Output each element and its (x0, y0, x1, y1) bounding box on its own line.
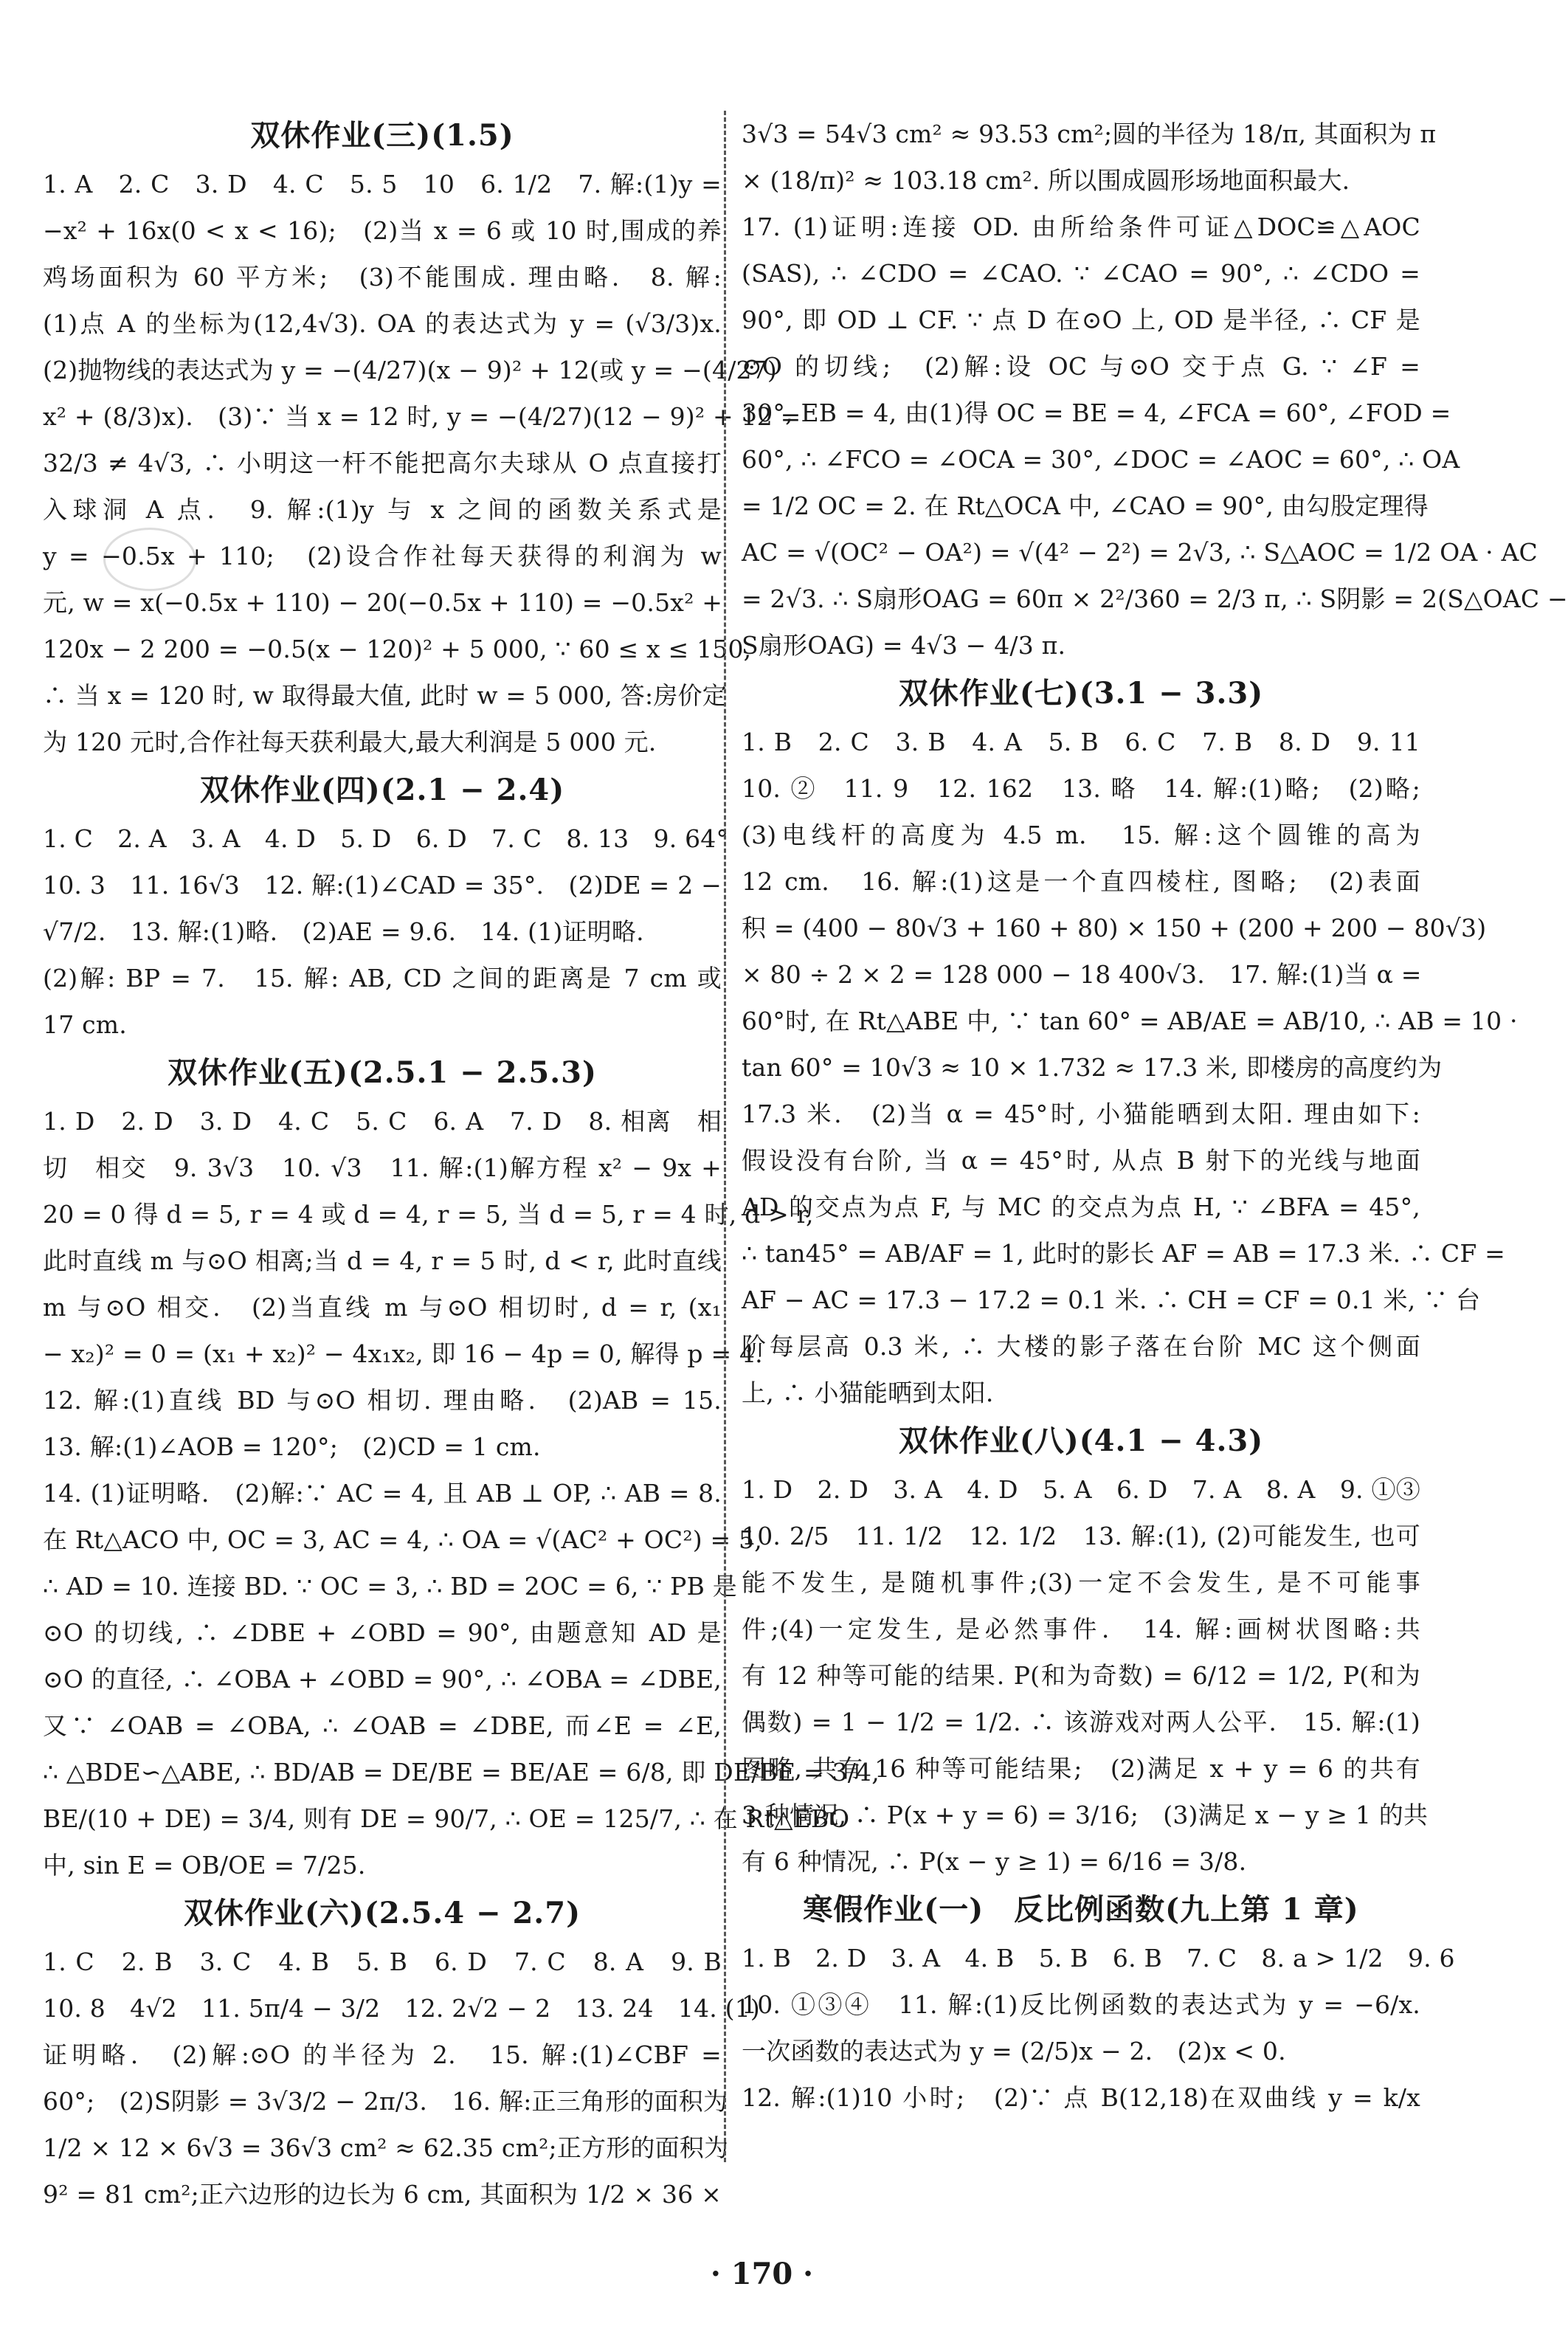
answer-line: 10. 8 4√2 11. 5π/4 − 3/2 12. 2√2 − 2 13. 24 14. (1) (43, 1994, 760, 2023)
answer-line: 1. B 2. D 3. A 4. B 5. B 6. B 7. C 8. a > 1/2 9. 6 (742, 1944, 1455, 1973)
answer-line: 10. 3 11. 16√3 12. 解:(1)∠CAD = 35°. (2)DE = 2 − (43, 871, 722, 900)
answer-line: 10. ①③④ 11. 解:(1)反比例函数的表达式为 y = −6/x. (742, 1990, 1420, 2019)
answer-line: 偶数) = 1 − 1/2 = 1/2. ∴ 该游戏对两人公平. 15. 解:(1) (742, 1708, 1420, 1736)
answer-line: 3√3 = 54√3 cm² ≈ 93.53 cm²;圆的半径为 18/π, 其面积为 π (742, 120, 1437, 148)
answer-line: 20 = 0 得 d = 5, r = 4 或 d = 4, r = 5, 当 d = 5, r = 4 时, d > r, (43, 1200, 814, 1229)
answer-line: 12 cm. 16. 解:(1)这是一个直四棱柱, 图略; (2)表面 (742, 867, 1420, 896)
answer-line: 1. C 2. B 3. C 4. B 5. B 6. D 7. C 8. A 9. B (43, 1947, 722, 1976)
answer-line: (SAS), ∴ ∠CDO = ∠CAO. ∵ ∠CAO = 90°, ∴ ∠CDO = (742, 259, 1420, 288)
answer-line: AF − AC = 17.3 − 17.2 = 0.1 米. ∴ CH = CF = 0.1 米, ∵ 台 (742, 1285, 1481, 1314)
answer-line: ⊙O 的切线, ∴ ∠DBE + ∠OBD = 90°, 由题意知 AD 是 (43, 1618, 722, 1647)
answer-line: −x² + 16x(0 < x < 16); (2)当 x = 6 或 10 时,围成的养 (43, 216, 722, 245)
answer-line: 1/2 × 12 × 6√3 = 36√3 cm² ≈ 62.35 cm²;正方形的面积为 (43, 2133, 729, 2162)
answer-line: 假设没有台阶, 当 α = 45°时, 从点 B 射下的光线与地面 (742, 1146, 1420, 1175)
answer-line: 鸡场面积为 60 平方米; (3)不能围成. 理由略. 8. 解: (43, 263, 722, 291)
answer-line: x² + (8/3)x). (3)∵ 当 x = 12 时, y = −(4/27)(12 − 9)² + 12 = (43, 402, 801, 431)
column-divider (724, 111, 726, 2162)
section-title: 双休作业(三)(1.5) (250, 118, 514, 153)
answer-line: 1. C 2. A 3. A 4. D 5. D 6. D 7. C 8. 13 9. 64° (43, 824, 729, 853)
answer-line: ⊙O 的直径, ∴ ∠OBA + ∠OBD = 90°, ∴ ∠OBA = ∠DBE, (43, 1665, 722, 1694)
answer-line: BE/(10 + DE) = 3/4, 则有 DE = 90/7, ∴ OE = 125/7, ∴ 在 Rt△EBO (43, 1804, 850, 1833)
answer-line: = 1/2 OC = 2. 在 Rt△OCA 中, ∠CAO = 90°, 由勾股定理得 (742, 491, 1429, 520)
answer-line: 图略, 共有 16 种等可能结果; (2)满足 x + y = 6 的共有 (742, 1754, 1420, 1783)
answer-line: 又∵ ∠OAB = ∠OBA, ∴ ∠OAB = ∠DBE, 而∠E = ∠E, (43, 1711, 722, 1740)
answer-line: ∴ AD = 10. 连接 BD. ∵ OC = 3, ∴ BD = 2OC = 6, ∵ PB 是 (43, 1572, 737, 1601)
answer-line: 1. B 2. C 3. B 4. A 5. B 6. C 7. B 8. D 9. 11 (742, 728, 1420, 756)
answer-line: S扇形OAG) = 4√3 − 4/3 π. (742, 631, 1066, 660)
answer-line: 60°; (2)S阴影 = 3√3/2 − 2π/3. 16. 解:正三角形的面积为 (43, 2087, 728, 2116)
answer-line: 12. 解:(1)10 小时; (2)∵ 点 B(12,18)在双曲线 y = k/x (742, 2083, 1420, 2112)
answer-line: y = −0.5x + 110; (2)设合作社每天获得的利润为 w (43, 542, 722, 570)
answer-line: 14. (1)证明略. (2)解:∵ AC = 4, 且 AB ⊥ OP, ∴ AB = 8. (43, 1479, 722, 1508)
answer-line: 60°, ∴ ∠FCO = ∠OCA = 30°, ∠DOC = ∠AOC = 60°, ∴ OA (742, 445, 1460, 474)
answer-line: × (18/π)² ≈ 103.18 cm². 所以围成圆形场地面积最大. (742, 166, 1350, 195)
answer-line: (2)解: BP = 7. 15. 解: AB, CD 之间的距离是 7 cm 或 (43, 964, 722, 993)
answer-line: 10. 2/5 11. 1/2 12. 1/2 13. 解:(1), (2)可能发生, 也可 (742, 1522, 1420, 1550)
section-title: 双休作业(六)(2.5.4 − 2.7) (183, 1896, 581, 1930)
answer-line: 120x − 2 200 = −0.5(x − 120)² + 5 000, ∵ 60 ≤ x ≤ 150, (43, 635, 752, 663)
answer-line: 能不发生, 是随机事件;(3)一定不会发生, 是不可能事 (742, 1568, 1420, 1597)
answer-line: 在 Rt△ACO 中, OC = 3, AC = 4, ∴ OA = √(AC² + OC²) = 5, (43, 1525, 762, 1554)
answer-line: AC = √(OC² − OA²) = √(4² − 2²) = 2√3, ∴ S△AOC = 1/2 OA · AC (742, 538, 1538, 567)
answer-line: 12. 解:(1)直线 BD 与⊙O 相切. 理由略. (2)AB = 15. (43, 1386, 722, 1415)
answer-line: 中, sin E = OB/OE = 7/25. (43, 1851, 366, 1880)
answer-line: 17. (1)证明:连接 OD. 由所给条件可证△DOC≌△AOC (742, 213, 1420, 241)
answer-line: 1. D 2. D 3. A 4. D 5. A 6. D 7. A 8. A 9. ①③ (742, 1475, 1420, 1504)
answer-line: 一次函数的表达式为 y = (2/5)x − 2. (2)x < 0. (742, 2037, 1286, 2066)
answer-line: 90°, 即 OD ⊥ CF. ∵ 点 D 在⊙O 上, OD 是半径, ∴ CF 是 (742, 306, 1420, 334)
answer-line: 证明略. (2)解:⊙O 的半径为 2. 15. 解:(1)∠CBF = (43, 2040, 722, 2069)
answer-line: ∴ tan45° = AB/AF = 1, 此时的影长 AF = AB = 17.3 米. ∴ CF = (742, 1239, 1506, 1268)
answer-line: 有 12 种等可能的结果. P(和为奇数) = 6/12 = 1/2, P(和为 (742, 1661, 1420, 1690)
answer-line: 10. ② 11. 9 12. 162 13. 略 14. 解:(1)略; (2)略; (742, 774, 1420, 803)
page-number: · 170 · (710, 2257, 814, 2291)
section-title: 双休作业(四)(2.1 − 2.4) (199, 773, 565, 807)
answer-line: AD 的交点为点 F, 与 MC 的交点为点 H, ∵ ∠BFA = 45°, (742, 1193, 1420, 1221)
answer-line: 3 种情况, ∴ P(x + y = 6) = 3/16; (3)满足 x − y ≥ 1 的共 (742, 1801, 1429, 1829)
answer-line: 阶每层高 0.3 米, ∴ 大楼的影子落在台阶 MC 这个侧面 (742, 1332, 1420, 1361)
answer-line: 入球洞 A 点. 9. 解:(1)y 与 x 之间的函数关系式是 (43, 495, 722, 524)
section-title: 双休作业(五)(2.5.1 − 2.5.3) (167, 1055, 597, 1090)
answer-line: √7/2. 13. 解:(1)略. (2)AE = 9.6. 14. (1)证明略. (43, 917, 644, 946)
answer-line: 1. A 2. C 3. D 4. C 5. 5 10 6. 1/2 7. 解:(1)y = (43, 170, 722, 199)
answer-line: (3)电线杆的高度为 4.5 m. 15. 解:这个圆锥的高为 (742, 821, 1420, 849)
answer-line: 为 120 元时,合作社每天获利最大,最大利润是 5 000 元. (43, 728, 657, 756)
answer-line: = 2√3. ∴ S扇形OAG = 60π × 2²/360 = 2/3 π, ∴ S阴影 = 2(S△OAC − (742, 584, 1568, 613)
answer-line: 1. D 2. D 3. D 4. C 5. C 6. A 7. D 8. 相离 相 (43, 1107, 722, 1136)
answer-line: 13. 解:(1)∠AOB = 120°; (2)CD = 1 cm. (43, 1432, 541, 1461)
section-title: 双休作业(七)(3.1 − 3.3) (898, 676, 1264, 711)
answer-line: 9² = 81 cm²;正六边形的边长为 6 cm, 其面积为 1/2 × 36 × (43, 2180, 722, 2209)
answer-line: 切 相交 9. 3√3 10. √3 11. 解:(1)解方程 x² − 9x + (43, 1153, 722, 1182)
answer-line: tan 60° = 10√3 ≈ 10 × 1.732 ≈ 17.3 米, 即楼房的高度约为 (742, 1053, 1443, 1082)
answer-line: 60°时, 在 Rt△ABE 中, ∵ tan 60° = AB/AE = AB/10, ∴ AB = 10 · (742, 1007, 1518, 1035)
section-title: 寒假作业(一) 反比例函数(九上第 1 章) (803, 1892, 1359, 1927)
answer-line: ⊙O 的切线; (2)解:设 OC 与⊙O 交于点 G. ∵ ∠F = (742, 352, 1420, 381)
answer-line: ∴ △BDE∽△ABE, ∴ BD/AB = DE/BE = BE/AE = 6/8, 即 DE/BE = 3/4, (43, 1758, 880, 1787)
section-title: 双休作业(八)(4.1 − 4.3) (898, 1423, 1264, 1458)
answer-line: 32/3 ≠ 4√3, ∴ 小明这一杆不能把高尔夫球从 O 点直接打 (43, 449, 722, 477)
answer-line: 件;(4)一定发生, 是必然事件. 14. 解:画树状图略:共 (742, 1615, 1420, 1643)
answer-line: 元, w = x(−0.5x + 110) − 20(−0.5x + 110) = −0.5x² + (43, 588, 723, 617)
answer-line: (1)点 A 的坐标为(12,4√3). OA 的表达式为 y = (√3/3)x. (43, 309, 722, 338)
answer-line: 30°, EB = 4, 由(1)得 OC = BE = 4, ∠FCA = 60°, ∠FOD = (742, 398, 1451, 427)
answer-line: 17.3 米. (2)当 α = 45°时, 小猫能晒到太阳. 理由如下: (742, 1100, 1420, 1128)
answer-line: 上, ∴ 小猫能晒到太阳. (742, 1378, 994, 1407)
answer-line: ∴ 当 x = 120 时, w 取得最大值, 此时 w = 5 000, 答:房价定 (43, 681, 727, 710)
answer-line: (2)抛物线的表达式为 y = −(4/27)(x − 9)² + 12(或 y = −(4/27) (43, 356, 777, 384)
answer-line: − x₂)² = 0 = (x₁ + x₂)² − 4x₁x₂, 即 16 − 4p = 0, 解得 p = 4. (43, 1339, 763, 1368)
answer-line: 有 6 种情况, ∴ P(x − y ≥ 1) = 6/16 = 3/8. (742, 1847, 1247, 1876)
answer-line: 17 cm. (43, 1010, 127, 1039)
answer-line: 积 = (400 − 80√3 + 160 + 80) × 150 + (200 + 200 − 80√3) (742, 914, 1487, 942)
answer-line: 此时直线 m 与⊙O 相离;当 d = 4, r = 5 时, d < r, 此时直线 (43, 1246, 722, 1275)
right-column (742, 111, 1568, 2121)
answer-line: m 与⊙O 相交. (2)当直线 m 与⊙O 相切时, d = r, (x₁ (43, 1293, 722, 1322)
answer-line: × 80 ÷ 2 × 2 = 128 000 − 18 400√3. 17. 解:(1)当 α = (742, 960, 1422, 989)
